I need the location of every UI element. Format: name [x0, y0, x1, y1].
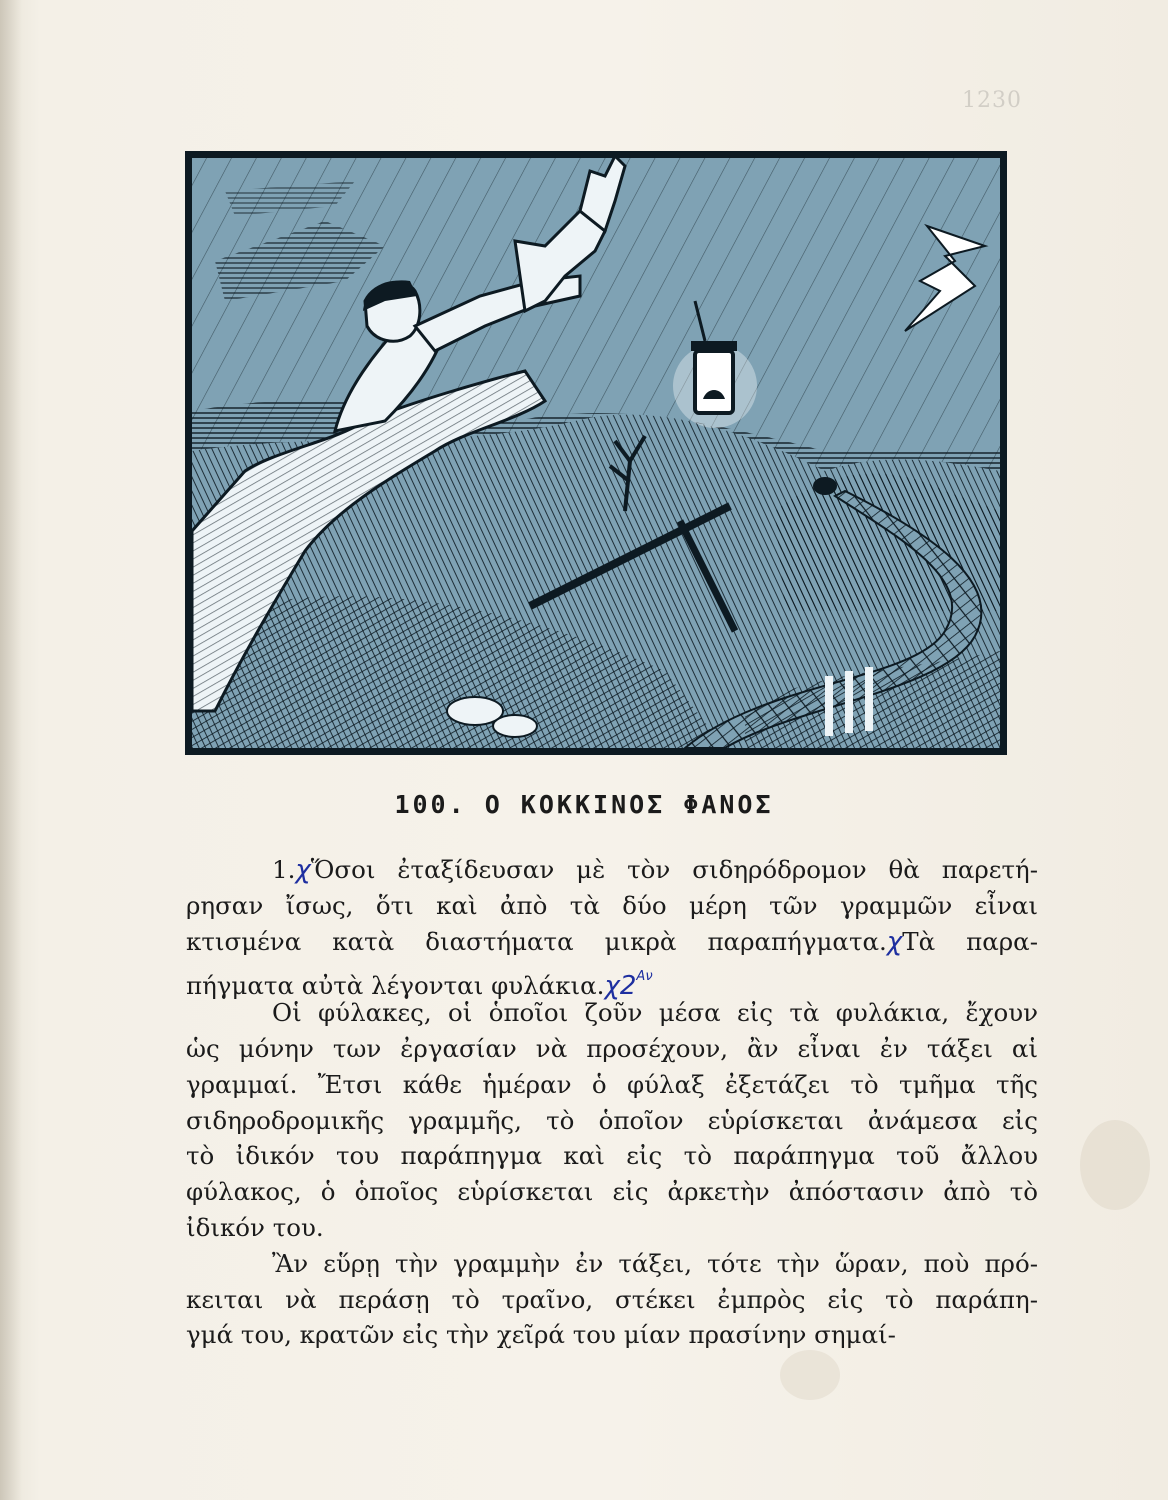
- text-line: [186, 995, 1038, 1031]
- text-line: [186, 1138, 1038, 1174]
- stone: [493, 715, 537, 737]
- text-run: πήγματα αὐτὰ λέγονται φυλάκια.: [186, 971, 605, 1001]
- text-run: ὡς μόνην των ἐργασίαν νὰ προσέχουν, ἂν εἶναι ἐν τάξει αἱ: [186, 1033, 1038, 1063]
- body-text: [186, 852, 1038, 1353]
- text-line: [186, 924, 1038, 960]
- chapter-title: 100. Ο ΚΟΚΚΙΝΟΣ ΦΑΝΟΣ: [394, 790, 774, 819]
- text-run: γμά του, κρατῶν εἰς τὴν χεῖρά του μίαν πρασίνην σημαί-: [186, 1320, 896, 1350]
- text-run: Οἱ φύλακες, οἱ ὁποῖοι ζοῦν μέσα εἰς τὰ φυλάκια, ἔχουν: [272, 998, 1038, 1028]
- text-run: Ὅσοι ἐταξίδευσαν μὲ τὸν σιδηρόδρομον θὰ παρετή-: [310, 855, 1038, 884]
- text-run: Τὰ παρα-: [902, 926, 1039, 956]
- text-run: κτισμένα κατὰ διαστήματα μικρὰ παραπήγματα.: [186, 926, 887, 956]
- text-run: τὸ ἰδικόν του παράπηγμα καὶ εἰς τὸ παράπηγμα τοῦ ἄλλου: [186, 1141, 1038, 1171]
- text-line: [186, 959, 1038, 1002]
- text-line: [186, 1282, 1038, 1318]
- text-line: [186, 1317, 1038, 1353]
- paragraph: [186, 995, 1038, 1246]
- text-run: γραμμαί. Ἔτσι κάθε ἡμέραν ὁ φύλαξ ἐξετάζει τὸ τμῆμα τῆς: [186, 1069, 1038, 1099]
- viaduct-pillar: [845, 671, 853, 733]
- paragraph: [186, 852, 1039, 1002]
- handwritten-mark: χ: [295, 855, 311, 885]
- handwritten-mark: χ2: [604, 971, 637, 1002]
- tunnel-mouth: [813, 477, 837, 495]
- text-line: [186, 852, 1038, 888]
- paper-stain: [780, 1350, 840, 1400]
- text-run: ρησαν ἴσως, ὅτι καὶ ἀπὸ τὰ δύο μέρη τῶν γραμμῶν εἶναι: [186, 890, 1038, 920]
- text-run: ἰδικόν του.: [186, 1212, 324, 1242]
- text-run: σιδηροδρομικῆς γραμμῆς, τὸ ὁποῖον εὑρίσκεται ἀνάμεσα εἰς: [186, 1105, 1038, 1135]
- handwritten-mark: χ: [886, 926, 903, 957]
- text-line: [186, 1210, 1038, 1246]
- text-line: [186, 888, 1038, 924]
- text-run: κειται νὰ περάσῃ τὸ τραῖνο, στέκει ἐμπρὸς εἰς τὸ παράπη-: [186, 1284, 1038, 1314]
- text-run: Ἂν εὕρῃ τὴν γραμμὴν ἐν τάξει, τότε τὴν ὥραν, ποὺ πρό-: [272, 1248, 1038, 1278]
- text-run: 1.: [272, 855, 296, 884]
- text-line: [186, 1246, 1038, 1282]
- text-line: [186, 1103, 1038, 1139]
- illustration-svg: [185, 151, 1007, 755]
- paragraph: [186, 1246, 1038, 1353]
- gutter-shadow: [0, 0, 22, 1500]
- text-line: [186, 1031, 1038, 1067]
- lantern-illustration: [185, 151, 1007, 755]
- paper-stain: [1080, 1120, 1150, 1210]
- text-line: [186, 1067, 1038, 1103]
- viaduct-pillar: [865, 667, 873, 731]
- faint-page-number: 1230: [962, 88, 1022, 113]
- handwritten-note: Αν: [636, 969, 653, 985]
- text-run: φύλακος, ὁ ὁποῖος εὑρίσκεται εἰς ἀρκετὴν ἀπόστασιν ἀπὸ τὸ: [186, 1177, 1038, 1207]
- viaduct-pillar: [825, 676, 833, 736]
- text-line: [186, 1174, 1038, 1210]
